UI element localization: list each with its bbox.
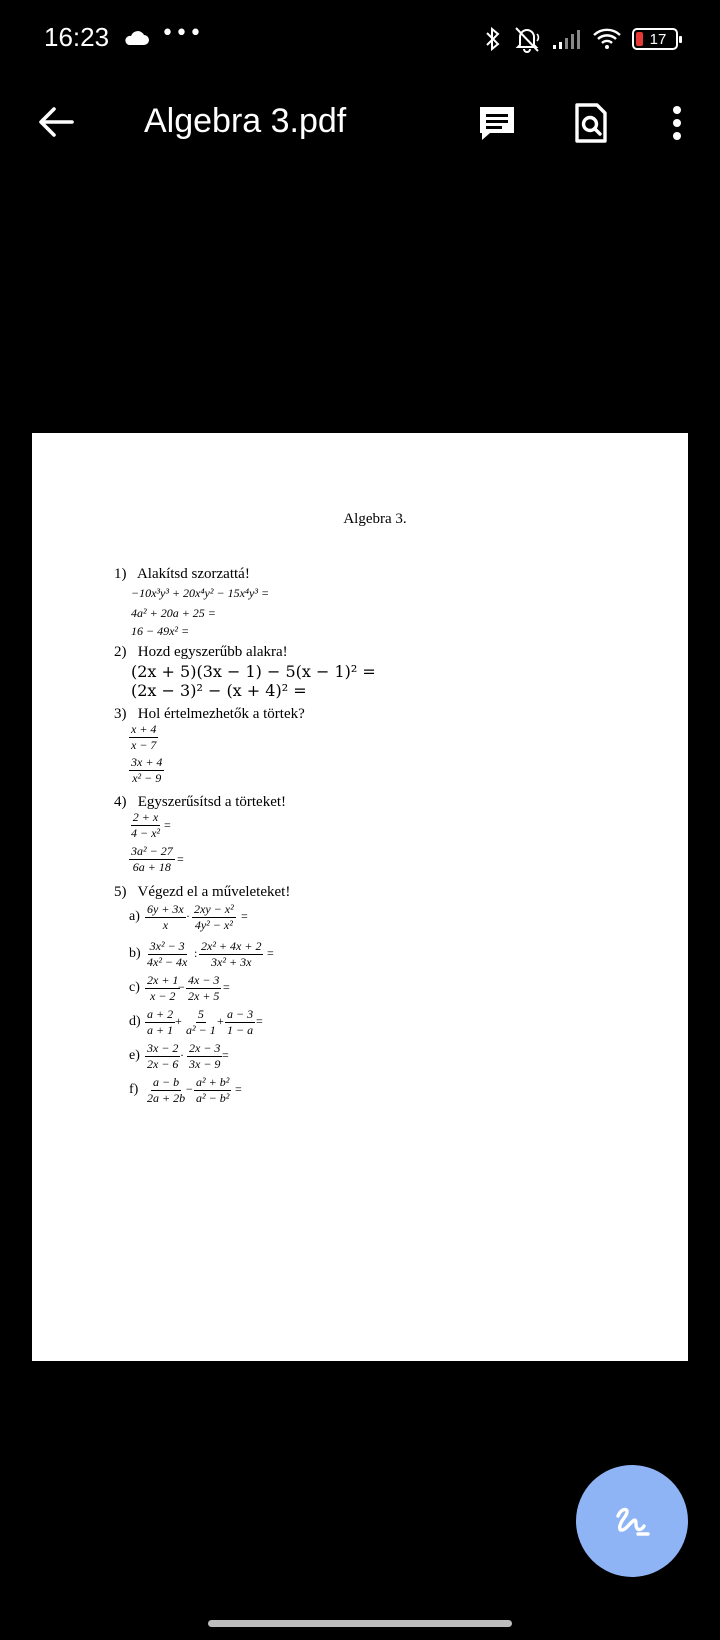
fraction — [187, 1041, 222, 1072]
question-3 — [114, 706, 305, 723]
find-in-page-icon — [573, 102, 609, 144]
denominator: 2x − 6 — [147, 1057, 179, 1071]
question-text: Hozd egyszerűbb alakra! — [137, 644, 288, 660]
fraction — [192, 902, 236, 933]
question-number: 2) — [114, 644, 127, 660]
sub-label-c: c) — [129, 980, 140, 995]
denominator: x − 7 — [131, 738, 157, 752]
battery-level: 17 — [649, 30, 667, 48]
numerator: a + 2 — [147, 1007, 174, 1021]
status-time: 16:23 — [44, 22, 110, 52]
question-number: 4) — [114, 794, 127, 810]
expression: 4a² + 20a + 25 = — [131, 606, 216, 620]
pen-scribble-icon — [612, 1504, 652, 1538]
denominator: 6a + 18 — [132, 860, 171, 874]
comment-icon — [476, 103, 518, 143]
sub-label-f: f) — [129, 1082, 139, 1097]
equals-sign: = — [256, 1014, 263, 1028]
question-text: Hol értelmezhetők a törtek? — [137, 706, 305, 722]
pdf-page[interactable] — [32, 433, 688, 1361]
numerator: 2xy − x² — [194, 902, 234, 916]
mute-bell-icon — [512, 25, 542, 53]
status-bar — [0, 0, 720, 80]
more-vert-icon — [671, 105, 683, 141]
fraction — [199, 939, 263, 970]
denominator: 3x − 9 — [189, 1057, 221, 1071]
question-text: Végezd el a műveleteket! — [137, 884, 291, 900]
equals-sign: = — [222, 1048, 229, 1062]
signal-icon — [552, 28, 582, 50]
denominator: a² − 1 — [186, 1023, 216, 1037]
question-1 — [114, 566, 250, 583]
numerator: 2x − 3 — [189, 1041, 221, 1055]
equals-sign: = — [235, 1082, 242, 1096]
numerator: 3x² − 3 — [149, 939, 185, 953]
bluetooth-icon — [484, 26, 502, 52]
expression: (2x + 5)(3x − 1) − 5(x − 1)² = — [131, 662, 376, 681]
operator: : — [194, 946, 198, 960]
fraction — [145, 1007, 175, 1038]
denominator: a + 1 — [147, 1023, 174, 1037]
more-options-button[interactable] — [654, 100, 700, 146]
operator: · — [180, 1048, 184, 1062]
expression: (2x − 3)² − (x + 4)² = — [131, 681, 307, 700]
numerator: 2x² + 4x + 2 — [201, 939, 262, 953]
home-indicator[interactable] — [208, 1620, 512, 1627]
numerator: x + 4 — [131, 722, 157, 736]
fraction — [145, 1075, 187, 1106]
wifi-icon — [592, 27, 622, 51]
search-in-document-button[interactable] — [568, 100, 614, 146]
numerator: 4x − 3 — [188, 973, 220, 987]
denominator: 4 − x² — [131, 826, 161, 840]
sub-label-b: b) — [129, 946, 141, 961]
equals-sign: = — [241, 909, 248, 923]
fraction — [129, 844, 175, 875]
denominator: a² − b² — [196, 1091, 230, 1105]
operator: − — [178, 980, 185, 994]
question-2 — [114, 644, 288, 661]
back-arrow-icon[interactable] — [36, 102, 76, 142]
equals-sign: = — [267, 946, 274, 960]
question-4 — [114, 794, 286, 811]
operator: · — [186, 909, 190, 923]
numerator: a − b — [153, 1075, 180, 1089]
numerator: 3a² − 27 — [131, 844, 173, 858]
numerator: 6y + 3x — [147, 902, 184, 916]
fraction — [186, 973, 221, 1004]
fraction — [129, 810, 162, 841]
denominator: x² − 9 — [132, 771, 162, 785]
denominator: 4y² − x² — [194, 918, 233, 932]
fraction — [145, 939, 189, 970]
document-title: Algebra 3.pdf — [144, 102, 347, 140]
comments-button[interactable] — [474, 100, 520, 146]
numerator: 5 — [197, 1007, 204, 1021]
fraction — [194, 1075, 231, 1106]
numerator: 2x + 1 — [147, 973, 179, 987]
operator: + — [217, 1014, 224, 1028]
numerator: 2 + x — [132, 810, 159, 824]
numerator: 3x + 4 — [131, 755, 163, 769]
numerator: a − 3 — [227, 1007, 254, 1021]
fraction — [129, 722, 158, 753]
sub-label-a: a) — [129, 909, 140, 924]
question-text: Alakítsd szorzattá! — [136, 566, 250, 582]
expression: 16 − 49x² = — [131, 624, 190, 638]
denominator: x − 2 — [150, 989, 176, 1003]
equals-sign: = — [223, 980, 230, 994]
more-notifications-icon: ••• — [161, 21, 203, 46]
fraction — [145, 902, 186, 933]
numerator: a² + b² — [196, 1075, 230, 1089]
numerator: 3x − 2 — [147, 1041, 179, 1055]
denominator: x — [162, 918, 169, 932]
annotate-button[interactable] — [576, 1465, 688, 1577]
question-number: 3) — [114, 706, 127, 722]
sub-label-e: e) — [129, 1048, 140, 1063]
doc-heading: Algebra 3. — [343, 511, 407, 527]
sub-label-d: d) — [129, 1014, 141, 1029]
question-5 — [114, 884, 290, 901]
app-bar — [0, 80, 720, 166]
denominator: 3x² + 3x — [211, 955, 252, 969]
denominator: 4x² − 4x — [147, 955, 188, 969]
fraction — [129, 755, 164, 786]
cloud-icon — [123, 30, 149, 46]
fraction — [184, 1007, 218, 1038]
expression: −10x³y³ + 20x⁴y² − 15x⁴y³ = — [131, 586, 270, 600]
equals-sign: = — [164, 818, 171, 832]
denominator: 2x + 5 — [188, 989, 220, 1003]
question-number: 1) — [114, 566, 127, 582]
operator: − — [186, 1082, 193, 1096]
question-number: 5) — [114, 884, 127, 900]
fraction — [225, 1007, 255, 1038]
denominator: 2a + 2b — [147, 1091, 186, 1105]
equals-sign: = — [177, 852, 184, 866]
battery-indicator — [632, 28, 678, 50]
denominator: 1 − a — [227, 1023, 254, 1037]
fraction — [145, 1041, 180, 1072]
operator: + — [175, 1014, 182, 1028]
question-text: Egyszerűsítsd a törteket! — [137, 794, 287, 810]
fraction — [145, 973, 180, 1004]
